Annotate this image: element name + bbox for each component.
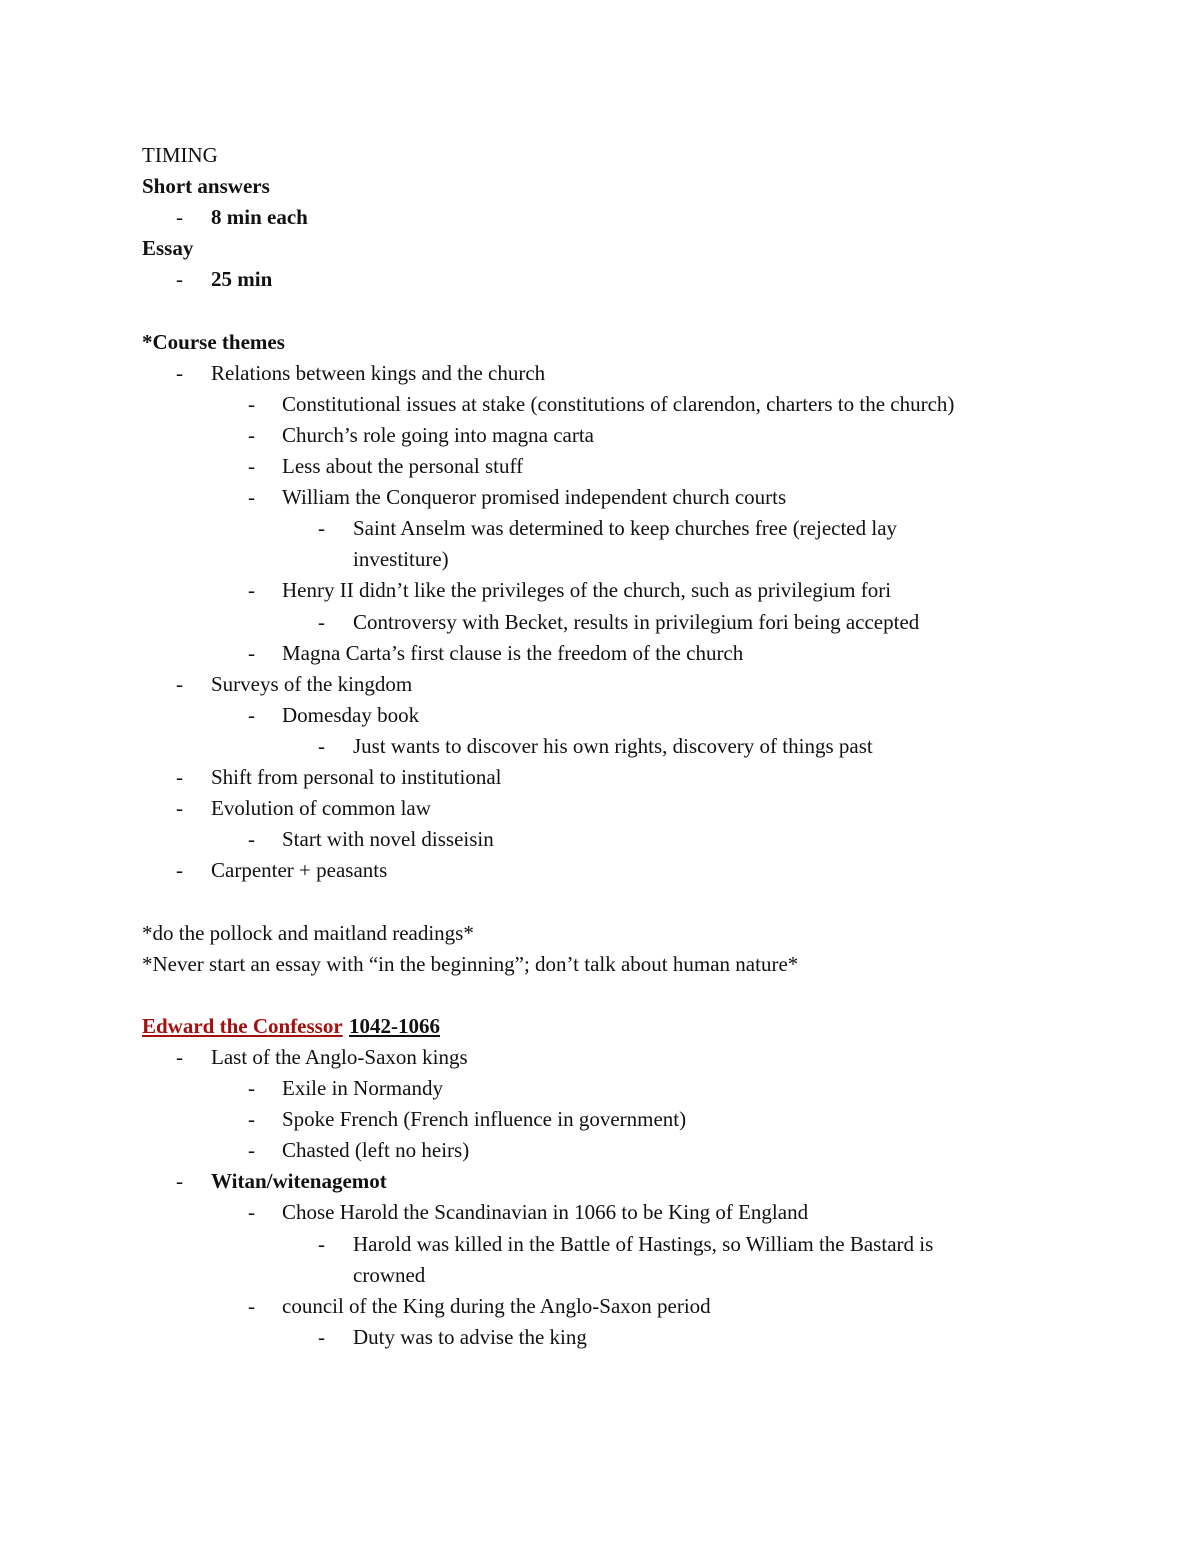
- item-text: 8 min each: [211, 205, 308, 230]
- bullet-dash: -: [176, 858, 183, 883]
- outline-item: [0, 202, 1200, 233]
- outline-item: [0, 171, 1200, 202]
- item-text: Carpenter + peasants: [211, 858, 388, 883]
- outline-item: [0, 1135, 1200, 1166]
- item-text: Start with novel disseisin: [282, 827, 494, 852]
- blank-line: [0, 886, 1200, 917]
- bullet-dash: -: [318, 609, 325, 634]
- outline-item: [0, 793, 1200, 824]
- section-title: Edward the Confessor: [142, 1013, 343, 1038]
- item-text: Constitutional issues at stake (constitutions of clarendon, charters to the church): [282, 391, 955, 416]
- item-text: *Never start an essay with “in the beginning”; don’t talk about human nature*: [142, 951, 799, 976]
- outline-item: [0, 918, 1200, 949]
- item-text: Just wants to discover his own rights, discovery of things past: [353, 733, 873, 758]
- item-text: Essay: [142, 236, 194, 261]
- outline-item: [0, 1229, 1200, 1260]
- item-text: 25 min: [211, 267, 273, 292]
- item-text: Spoke French (French influence in government): [282, 1107, 687, 1132]
- bullet-dash: -: [248, 454, 255, 478]
- outline-item: [0, 700, 1200, 731]
- bullet-dash: -: [248, 640, 255, 665]
- bullet-dash: -: [318, 733, 325, 758]
- item-text: Less about the personal stuff: [282, 454, 524, 478]
- section-heading: [0, 1011, 1200, 1042]
- bullet-dash: -: [248, 1076, 255, 1100]
- item-text: Magna Carta’s first clause is the freedom of the church: [282, 640, 744, 665]
- outline-item: [0, 824, 1200, 855]
- item-text: investiture): [353, 547, 449, 572]
- bullet-dash: -: [248, 1138, 255, 1163]
- item-text: Saint Anselm was determined to keep churches free (rejected lay: [353, 516, 898, 541]
- item-text: Duty was to advise the king: [353, 1324, 587, 1349]
- bullet-dash: -: [176, 205, 183, 230]
- outline-item: [0, 420, 1200, 451]
- item-text: *do the pollock and maitland readings*: [142, 920, 474, 945]
- blank-line: [0, 980, 1200, 1011]
- item-text: Shift from personal to institutional: [211, 765, 502, 789]
- blank-line: [0, 296, 1200, 327]
- item-text: Relations between kings and the church: [211, 360, 546, 385]
- item-text: Domesday book: [282, 702, 420, 727]
- section-years: 1042-1066: [349, 1013, 440, 1038]
- bullet-dash: -: [176, 796, 183, 821]
- item-text: Church’s role going into magna carta: [282, 422, 594, 447]
- bullet-dash: -: [248, 485, 255, 510]
- item-text: Evolution of common law: [211, 796, 431, 821]
- bullet-dash: -: [248, 702, 255, 727]
- outline-item: [0, 1322, 1200, 1353]
- outline-item: [0, 575, 1200, 606]
- item-text: Chasted (left no heirs): [282, 1138, 470, 1163]
- bullet-dash: -: [176, 267, 183, 292]
- outline-item: [0, 1042, 1200, 1073]
- bullet-dash: -: [248, 391, 255, 416]
- outline-item: [0, 731, 1200, 762]
- item-text: Controversy with Becket, results in privilegium fori being accepted: [353, 609, 920, 634]
- bullet-dash: -: [248, 827, 255, 852]
- item-text: *Course themes: [142, 329, 285, 354]
- outline-item: [0, 389, 1200, 420]
- bullet-dash: -: [248, 1200, 255, 1225]
- outline-item: [0, 482, 1200, 513]
- item-text: crowned: [353, 1262, 426, 1287]
- bullet-dash: -: [176, 765, 183, 789]
- item-text: Henry II didn’t like the privileges of the church, such as privilegium fori: [282, 578, 892, 603]
- item-text: council of the King during the Anglo-Saxon period: [282, 1293, 711, 1318]
- outline-item: [0, 1291, 1200, 1322]
- outline-item: [0, 638, 1200, 669]
- outline-item: [0, 327, 1200, 358]
- item-text: TIMING: [142, 143, 218, 167]
- item-text: Witan/witenagemot: [211, 1169, 387, 1194]
- outline-item: [0, 513, 1200, 544]
- item-text: Short answers: [142, 174, 270, 199]
- bullet-dash: -: [176, 1044, 183, 1069]
- item-text: Chose Harold the Scandinavian in 1066 to be King of England: [282, 1200, 809, 1225]
- bullet-dash: -: [248, 578, 255, 603]
- item-text: Harold was killed in the Battle of Hastings, so William the Bastard is: [353, 1231, 934, 1256]
- outline-item: [0, 233, 1200, 264]
- bullet-dash: -: [248, 422, 255, 447]
- outline-item: [0, 607, 1200, 638]
- outline-item: [0, 544, 1200, 575]
- bullet-dash: -: [176, 671, 183, 696]
- bullet-dash: -: [248, 1107, 255, 1132]
- bullet-dash: -: [176, 1169, 183, 1194]
- outline-item: [0, 451, 1200, 482]
- item-text: Last of the Anglo-Saxon kings: [211, 1044, 468, 1069]
- bullet-dash: -: [318, 1231, 325, 1256]
- outline-item: [0, 669, 1200, 700]
- outline-item: [0, 1104, 1200, 1135]
- item-text: William the Conqueror promised independent church courts: [282, 485, 787, 510]
- outline-item: [0, 1166, 1200, 1197]
- outline-item: [0, 1260, 1200, 1291]
- outline-item: [0, 264, 1200, 295]
- item-text: Surveys of the kingdom: [211, 671, 413, 696]
- bullet-dash: -: [248, 1293, 255, 1318]
- outline-item: [0, 358, 1200, 389]
- outline-item: [0, 855, 1200, 886]
- bullet-dash: -: [318, 1324, 325, 1349]
- item-text: Exile in Normandy: [282, 1076, 443, 1100]
- outline-item: [0, 949, 1200, 980]
- outline-item: [0, 762, 1200, 793]
- bullet-dash: -: [318, 516, 325, 541]
- outline-item: [0, 140, 1200, 171]
- bullet-dash: -: [176, 360, 183, 385]
- outline-item: [0, 1073, 1200, 1104]
- outline-item: [0, 1197, 1200, 1228]
